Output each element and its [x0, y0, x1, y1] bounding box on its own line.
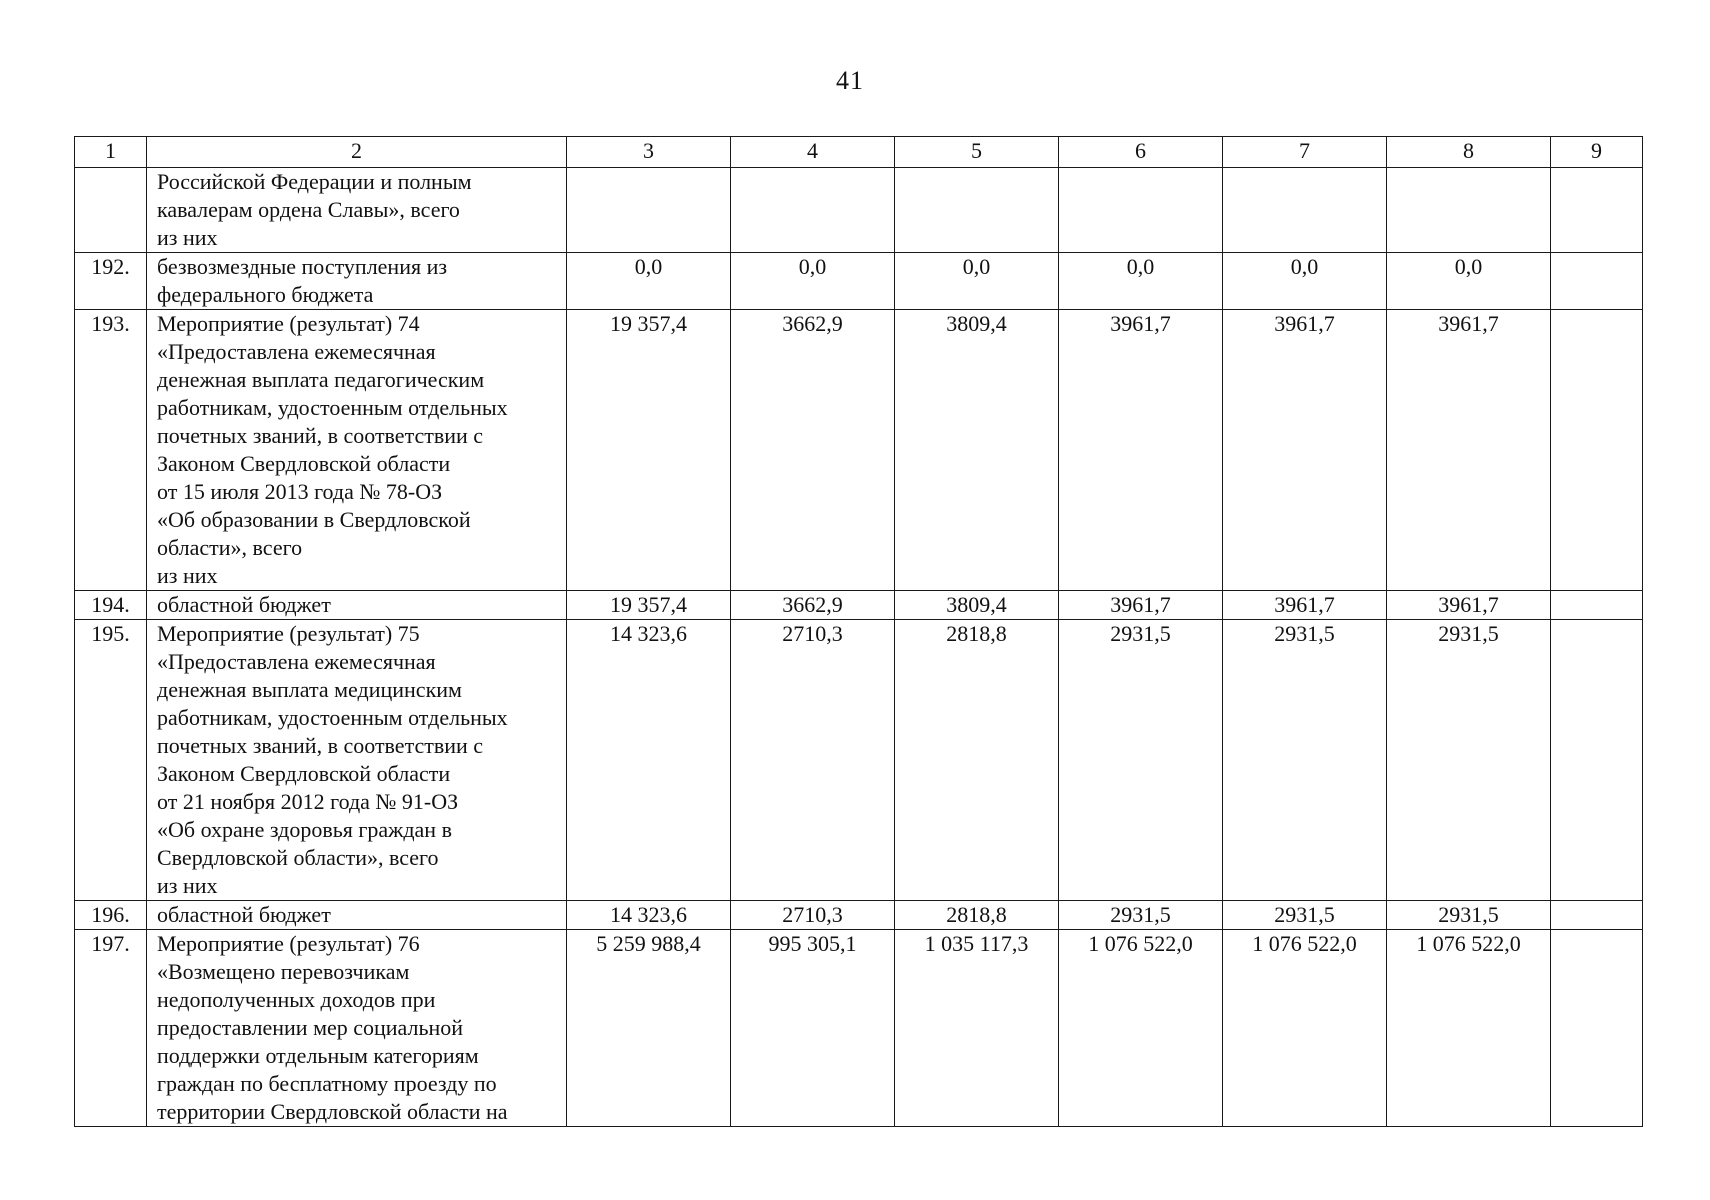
- value-cell-col-6: 2931,5: [1059, 901, 1223, 930]
- value-cell-col-8: 3961,7: [1387, 310, 1551, 591]
- table-row: [75, 620, 1643, 901]
- value-cell-col-5: 2818,8: [895, 620, 1059, 901]
- value-cell-col-7: 2931,5: [1223, 620, 1387, 901]
- description-line: денежная выплата медицинским: [157, 677, 462, 702]
- description-line: Российской Федерации и полным: [157, 169, 472, 194]
- description-line: поддержки отдельным категориям: [157, 1043, 479, 1068]
- value-cell-col-5: 0,0: [895, 253, 1059, 310]
- value-cell-col-5: 3809,4: [895, 591, 1059, 620]
- value-cell-col-4: 3662,9: [731, 310, 895, 591]
- value-cell-col-8: 2931,5: [1387, 620, 1551, 901]
- value-cell-col-6: 2931,5: [1059, 620, 1223, 901]
- description-line: от 21 ноября 2012 года № 91-ОЗ: [157, 789, 459, 814]
- description-line: работникам, удостоенным отдельных: [157, 705, 508, 730]
- row-description-cell: [147, 901, 567, 930]
- value-cell-col-9: [1551, 901, 1643, 930]
- header-cell: 5: [895, 137, 1059, 168]
- value-cell-col-5: [895, 168, 1059, 253]
- row-number-cell: [75, 168, 147, 253]
- value-cell-col-6: 0,0: [1059, 253, 1223, 310]
- description-line: недополученных доходов при: [157, 987, 436, 1012]
- row-description-cell: [147, 591, 567, 620]
- description-line: из них: [157, 563, 218, 588]
- value-cell-col-3: [567, 168, 731, 253]
- header-cell: 3: [567, 137, 731, 168]
- description-line: безвозмездные поступления из: [157, 254, 448, 279]
- description-line: «Предоставлена ежемесячная: [157, 339, 436, 364]
- value-cell-col-4: 3662,9: [731, 591, 895, 620]
- value-cell-col-7: 1 076 522,0: [1223, 930, 1387, 1127]
- description-line: от 15 июля 2013 года № 78-ОЗ: [157, 479, 443, 504]
- value-cell-col-8: [1387, 168, 1551, 253]
- description-line: почетных званий, в соответствии с: [157, 733, 484, 758]
- value-cell-col-6: 3961,7: [1059, 310, 1223, 591]
- row-number-cell: 195.: [75, 620, 147, 901]
- description-line: областной бюджет: [157, 592, 331, 617]
- description-line: кавалерам ордена Славы», всего: [157, 197, 460, 222]
- row-description-cell: [147, 253, 567, 310]
- value-cell-col-9: [1551, 310, 1643, 591]
- value-cell-col-3: 14 323,6: [567, 620, 731, 901]
- value-cell-col-3: 14 323,6: [567, 901, 731, 930]
- value-cell-col-6: [1059, 168, 1223, 253]
- value-cell-col-8: 2931,5: [1387, 901, 1551, 930]
- description-line: Мероприятие (результат) 76: [157, 931, 420, 956]
- value-cell-col-7: [1223, 168, 1387, 253]
- value-cell-col-3: 19 357,4: [567, 591, 731, 620]
- value-cell-col-7: 2931,5: [1223, 901, 1387, 930]
- description-line: федерального бюджета: [157, 282, 374, 307]
- description-line: «Возмещено перевозчикам: [157, 959, 410, 984]
- budget-table: [74, 136, 1643, 1127]
- description-line: предоставлении мер социальной: [157, 1015, 464, 1040]
- description-line: из них: [157, 225, 218, 250]
- value-cell-col-4: 2710,3: [731, 620, 895, 901]
- description-line: «Об образовании в Свердловской: [157, 507, 471, 532]
- value-cell-col-4: 0,0: [731, 253, 895, 310]
- value-cell-col-7: 3961,7: [1223, 591, 1387, 620]
- value-cell-col-9: [1551, 253, 1643, 310]
- description-line: областной бюджет: [157, 902, 331, 927]
- table-row: [75, 930, 1643, 1127]
- header-cell: 7: [1223, 137, 1387, 168]
- description-line: Свердловской области», всего: [157, 845, 439, 870]
- table-row: [75, 253, 1643, 310]
- description-line: области», всего: [157, 535, 303, 560]
- page-number: 41: [836, 66, 864, 95]
- description-line: Мероприятие (результат) 75: [157, 621, 420, 646]
- row-number-cell: 193.: [75, 310, 147, 591]
- row-description-cell: [147, 930, 567, 1127]
- row-description-cell: [147, 620, 567, 901]
- description-line: работникам, удостоенным отдельных: [157, 395, 508, 420]
- header-cell: 6: [1059, 137, 1223, 168]
- table-row: [75, 168, 1643, 253]
- value-cell-col-6: 3961,7: [1059, 591, 1223, 620]
- value-cell-col-9: [1551, 930, 1643, 1127]
- header-cell: 4: [731, 137, 895, 168]
- table-header-row: [75, 137, 1643, 168]
- value-cell-col-6: 1 076 522,0: [1059, 930, 1223, 1127]
- value-cell-col-4: 2710,3: [731, 901, 895, 930]
- header-cell: 1: [75, 137, 147, 168]
- description-line: территории Свердловской области на: [157, 1099, 508, 1124]
- description-line: денежная выплата педагогическим: [157, 367, 485, 392]
- value-cell-col-7: 3961,7: [1223, 310, 1387, 591]
- value-cell-col-3: 0,0: [567, 253, 731, 310]
- value-cell-col-9: [1551, 591, 1643, 620]
- value-cell-col-5: 3809,4: [895, 310, 1059, 591]
- table-row: [75, 901, 1643, 930]
- value-cell-col-3: 5 259 988,4: [567, 930, 731, 1127]
- table-row: [75, 310, 1643, 591]
- description-line: почетных званий, в соответствии с: [157, 423, 484, 448]
- value-cell-col-8: 1 076 522,0: [1387, 930, 1551, 1127]
- value-cell-col-5: 1 035 117,3: [895, 930, 1059, 1127]
- value-cell-col-4: 995 305,1: [731, 930, 895, 1127]
- description-line: Мероприятие (результат) 74: [157, 311, 420, 336]
- table-row: [75, 591, 1643, 620]
- value-cell-col-5: 2818,8: [895, 901, 1059, 930]
- description-line: «Предоставлена ежемесячная: [157, 649, 436, 674]
- description-line: Законом Свердловской области: [157, 761, 451, 786]
- value-cell-col-9: [1551, 620, 1643, 901]
- description-line: из них: [157, 873, 218, 898]
- value-cell-col-4: [731, 168, 895, 253]
- header-cell: 9: [1551, 137, 1643, 168]
- row-number-cell: 194.: [75, 591, 147, 620]
- header-cell: 2: [147, 137, 567, 168]
- row-number-cell: 192.: [75, 253, 147, 310]
- row-description-cell: [147, 168, 567, 253]
- value-cell-col-3: 19 357,4: [567, 310, 731, 591]
- description-line: Законом Свердловской области: [157, 451, 451, 476]
- description-line: «Об охране здоровья граждан в: [157, 817, 452, 842]
- value-cell-col-9: [1551, 168, 1643, 253]
- value-cell-col-7: 0,0: [1223, 253, 1387, 310]
- row-description-cell: [147, 310, 567, 591]
- value-cell-col-8: 3961,7: [1387, 591, 1551, 620]
- header-cell: 8: [1387, 137, 1551, 168]
- description-line: граждан по бесплатному проезду по: [157, 1071, 497, 1096]
- value-cell-col-8: 0,0: [1387, 253, 1551, 310]
- row-number-cell: 197.: [75, 930, 147, 1127]
- row-number-cell: 196.: [75, 901, 147, 930]
